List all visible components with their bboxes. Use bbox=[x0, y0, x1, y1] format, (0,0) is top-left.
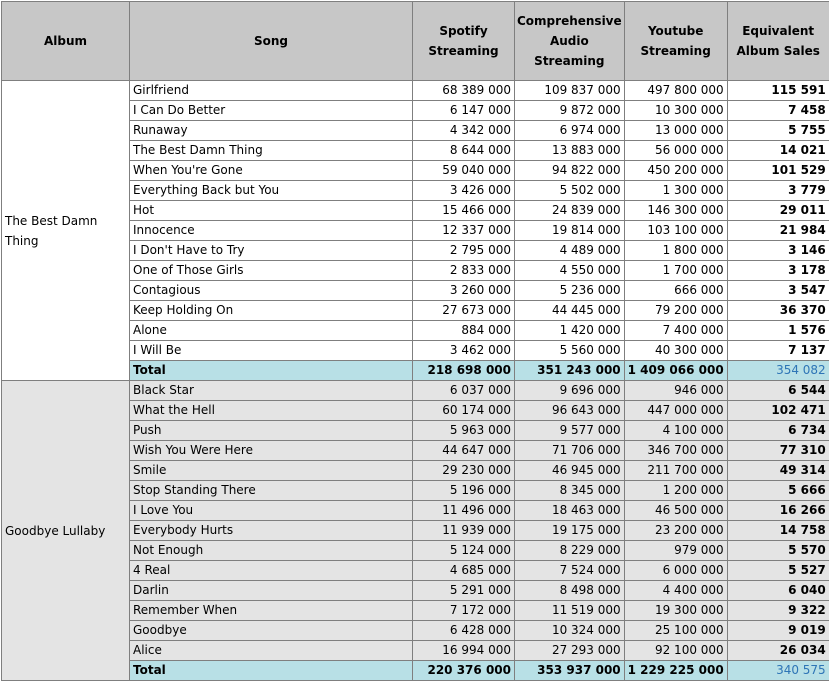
eas-cell: 21 984 bbox=[727, 221, 829, 241]
spotify-cell: 59 040 000 bbox=[413, 161, 515, 181]
audio-cell: 19 814 000 bbox=[515, 221, 625, 241]
spotify-cell: 5 291 000 bbox=[413, 581, 515, 601]
header-song: Song bbox=[130, 2, 413, 81]
total-youtube-cell: 1 229 225 000 bbox=[624, 661, 727, 681]
youtube-cell: 46 500 000 bbox=[624, 501, 727, 521]
streaming-table-container bbox=[1, 1, 829, 681]
table-row bbox=[2, 81, 829, 101]
eas-cell: 29 011 bbox=[727, 201, 829, 221]
total-audio-cell: 351 243 000 bbox=[515, 361, 625, 381]
spotify-cell: 3 462 000 bbox=[413, 341, 515, 361]
album-name-cell: Goodbye Lullaby bbox=[2, 381, 130, 681]
song-cell: Remember When bbox=[130, 601, 413, 621]
song-cell: Black Star bbox=[130, 381, 413, 401]
audio-cell: 46 945 000 bbox=[515, 461, 625, 481]
youtube-cell: 497 800 000 bbox=[624, 81, 727, 101]
youtube-cell: 103 100 000 bbox=[624, 221, 727, 241]
song-cell: Runaway bbox=[130, 121, 413, 141]
spotify-cell: 16 994 000 bbox=[413, 641, 515, 661]
song-cell: Alone bbox=[130, 321, 413, 341]
audio-cell: 27 293 000 bbox=[515, 641, 625, 661]
audio-cell: 8 498 000 bbox=[515, 581, 625, 601]
header-spotify-streaming: Spotify Streaming bbox=[413, 2, 515, 81]
audio-cell: 18 463 000 bbox=[515, 501, 625, 521]
eas-cell: 7 137 bbox=[727, 341, 829, 361]
audio-cell: 6 974 000 bbox=[515, 121, 625, 141]
song-cell: Everything Back but You bbox=[130, 181, 413, 201]
total-eas-cell: 354 082 bbox=[727, 361, 829, 381]
total-eas-cell: 340 575 bbox=[727, 661, 829, 681]
eas-cell: 6 544 bbox=[727, 381, 829, 401]
youtube-cell: 6 000 000 bbox=[624, 561, 727, 581]
audio-cell: 4 489 000 bbox=[515, 241, 625, 261]
song-cell: Hot bbox=[130, 201, 413, 221]
eas-cell: 16 266 bbox=[727, 501, 829, 521]
table-row bbox=[2, 381, 829, 401]
youtube-cell: 23 200 000 bbox=[624, 521, 727, 541]
youtube-cell: 4 400 000 bbox=[624, 581, 727, 601]
audio-cell: 19 175 000 bbox=[515, 521, 625, 541]
song-cell: One of Those Girls bbox=[130, 261, 413, 281]
spotify-cell: 7 172 000 bbox=[413, 601, 515, 621]
youtube-cell: 13 000 000 bbox=[624, 121, 727, 141]
eas-cell: 5 666 bbox=[727, 481, 829, 501]
header-row bbox=[2, 2, 829, 81]
song-cell: When You're Gone bbox=[130, 161, 413, 181]
spotify-cell: 3 426 000 bbox=[413, 181, 515, 201]
song-cell: I Don't Have to Try bbox=[130, 241, 413, 261]
youtube-cell: 146 300 000 bbox=[624, 201, 727, 221]
eas-cell: 3 146 bbox=[727, 241, 829, 261]
spotify-cell: 5 196 000 bbox=[413, 481, 515, 501]
youtube-cell: 1 700 000 bbox=[624, 261, 727, 281]
audio-cell: 9 872 000 bbox=[515, 101, 625, 121]
youtube-cell: 40 300 000 bbox=[624, 341, 727, 361]
spotify-cell: 2 795 000 bbox=[413, 241, 515, 261]
eas-cell: 6 040 bbox=[727, 581, 829, 601]
audio-cell: 44 445 000 bbox=[515, 301, 625, 321]
audio-cell: 24 839 000 bbox=[515, 201, 625, 221]
spotify-cell: 884 000 bbox=[413, 321, 515, 341]
album-group bbox=[2, 81, 829, 381]
eas-cell: 14 021 bbox=[727, 141, 829, 161]
song-cell: Wish You Were Here bbox=[130, 441, 413, 461]
audio-cell: 94 822 000 bbox=[515, 161, 625, 181]
eas-cell: 3 779 bbox=[727, 181, 829, 201]
youtube-cell: 447 000 000 bbox=[624, 401, 727, 421]
audio-cell: 4 550 000 bbox=[515, 261, 625, 281]
song-cell: Innocence bbox=[130, 221, 413, 241]
spotify-cell: 11 939 000 bbox=[413, 521, 515, 541]
youtube-cell: 7 400 000 bbox=[624, 321, 727, 341]
song-cell: I Love You bbox=[130, 501, 413, 521]
song-cell: What the Hell bbox=[130, 401, 413, 421]
eas-cell: 115 591 bbox=[727, 81, 829, 101]
spotify-cell: 2 833 000 bbox=[413, 261, 515, 281]
total-label-cell: Total bbox=[130, 661, 413, 681]
audio-cell: 7 524 000 bbox=[515, 561, 625, 581]
song-cell: Stop Standing There bbox=[130, 481, 413, 501]
eas-cell: 9 019 bbox=[727, 621, 829, 641]
audio-cell: 5 560 000 bbox=[515, 341, 625, 361]
spotify-cell: 44 647 000 bbox=[413, 441, 515, 461]
youtube-cell: 4 100 000 bbox=[624, 421, 727, 441]
spotify-cell: 5 124 000 bbox=[413, 541, 515, 561]
song-cell: Keep Holding On bbox=[130, 301, 413, 321]
youtube-cell: 1 300 000 bbox=[624, 181, 727, 201]
total-youtube-cell: 1 409 066 000 bbox=[624, 361, 727, 381]
youtube-cell: 79 200 000 bbox=[624, 301, 727, 321]
audio-cell: 10 324 000 bbox=[515, 621, 625, 641]
spotify-cell: 12 337 000 bbox=[413, 221, 515, 241]
youtube-cell: 10 300 000 bbox=[624, 101, 727, 121]
spotify-cell: 29 230 000 bbox=[413, 461, 515, 481]
audio-cell: 9 577 000 bbox=[515, 421, 625, 441]
eas-cell: 1 576 bbox=[727, 321, 829, 341]
spotify-cell: 8 644 000 bbox=[413, 141, 515, 161]
song-cell: Alice bbox=[130, 641, 413, 661]
eas-cell: 36 370 bbox=[727, 301, 829, 321]
eas-cell: 101 529 bbox=[727, 161, 829, 181]
song-cell: I Will Be bbox=[130, 341, 413, 361]
eas-cell: 3 178 bbox=[727, 261, 829, 281]
eas-cell: 49 314 bbox=[727, 461, 829, 481]
youtube-cell: 19 300 000 bbox=[624, 601, 727, 621]
spotify-cell: 4 685 000 bbox=[413, 561, 515, 581]
audio-cell: 5 236 000 bbox=[515, 281, 625, 301]
eas-cell: 5 570 bbox=[727, 541, 829, 561]
audio-cell: 8 345 000 bbox=[515, 481, 625, 501]
youtube-cell: 346 700 000 bbox=[624, 441, 727, 461]
youtube-cell: 666 000 bbox=[624, 281, 727, 301]
spotify-cell: 27 673 000 bbox=[413, 301, 515, 321]
song-cell: Everybody Hurts bbox=[130, 521, 413, 541]
streaming-table bbox=[1, 1, 829, 681]
song-cell: Smile bbox=[130, 461, 413, 481]
spotify-cell: 4 342 000 bbox=[413, 121, 515, 141]
spotify-cell: 6 147 000 bbox=[413, 101, 515, 121]
youtube-cell: 946 000 bbox=[624, 381, 727, 401]
song-cell: I Can Do Better bbox=[130, 101, 413, 121]
spotify-cell: 6 037 000 bbox=[413, 381, 515, 401]
youtube-cell: 25 100 000 bbox=[624, 621, 727, 641]
youtube-cell: 1 200 000 bbox=[624, 481, 727, 501]
audio-cell: 71 706 000 bbox=[515, 441, 625, 461]
audio-cell: 8 229 000 bbox=[515, 541, 625, 561]
spotify-cell: 11 496 000 bbox=[413, 501, 515, 521]
youtube-cell: 1 800 000 bbox=[624, 241, 727, 261]
eas-cell: 7 458 bbox=[727, 101, 829, 121]
eas-cell: 77 310 bbox=[727, 441, 829, 461]
youtube-cell: 979 000 bbox=[624, 541, 727, 561]
audio-cell: 1 420 000 bbox=[515, 321, 625, 341]
youtube-cell: 450 200 000 bbox=[624, 161, 727, 181]
youtube-cell: 56 000 000 bbox=[624, 141, 727, 161]
song-cell: Girlfriend bbox=[130, 81, 413, 101]
spotify-cell: 6 428 000 bbox=[413, 621, 515, 641]
audio-cell: 13 883 000 bbox=[515, 141, 625, 161]
album-group bbox=[2, 381, 829, 681]
audio-cell: 109 837 000 bbox=[515, 81, 625, 101]
spotify-cell: 68 389 000 bbox=[413, 81, 515, 101]
eas-cell: 14 758 bbox=[727, 521, 829, 541]
audio-cell: 11 519 000 bbox=[515, 601, 625, 621]
total-audio-cell: 353 937 000 bbox=[515, 661, 625, 681]
eas-cell: 5 527 bbox=[727, 561, 829, 581]
song-cell: Goodbye bbox=[130, 621, 413, 641]
total-label-cell: Total bbox=[130, 361, 413, 381]
song-cell: Contagious bbox=[130, 281, 413, 301]
spotify-cell: 15 466 000 bbox=[413, 201, 515, 221]
header-album: Album bbox=[2, 2, 130, 81]
audio-cell: 96 643 000 bbox=[515, 401, 625, 421]
eas-cell: 26 034 bbox=[727, 641, 829, 661]
audio-cell: 5 502 000 bbox=[515, 181, 625, 201]
spotify-cell: 3 260 000 bbox=[413, 281, 515, 301]
eas-cell: 9 322 bbox=[727, 601, 829, 621]
total-spotify-cell: 220 376 000 bbox=[413, 661, 515, 681]
spotify-cell: 5 963 000 bbox=[413, 421, 515, 441]
album-name-cell: The Best Damn Thing bbox=[2, 81, 130, 381]
eas-cell: 3 547 bbox=[727, 281, 829, 301]
song-cell: The Best Damn Thing bbox=[130, 141, 413, 161]
audio-cell: 9 696 000 bbox=[515, 381, 625, 401]
total-spotify-cell: 218 698 000 bbox=[413, 361, 515, 381]
header-comprehensive-audio-streaming: Comprehensive Audio Streaming bbox=[515, 2, 625, 81]
eas-cell: 6 734 bbox=[727, 421, 829, 441]
header-equivalent-album-sales: Equivalent Album Sales bbox=[727, 2, 829, 81]
eas-cell: 5 755 bbox=[727, 121, 829, 141]
youtube-cell: 92 100 000 bbox=[624, 641, 727, 661]
song-cell: 4 Real bbox=[130, 561, 413, 581]
youtube-cell: 211 700 000 bbox=[624, 461, 727, 481]
song-cell: Darlin bbox=[130, 581, 413, 601]
header-youtube-streaming: Youtube Streaming bbox=[624, 2, 727, 81]
song-cell: Push bbox=[130, 421, 413, 441]
song-cell: Not Enough bbox=[130, 541, 413, 561]
spotify-cell: 60 174 000 bbox=[413, 401, 515, 421]
eas-cell: 102 471 bbox=[727, 401, 829, 421]
